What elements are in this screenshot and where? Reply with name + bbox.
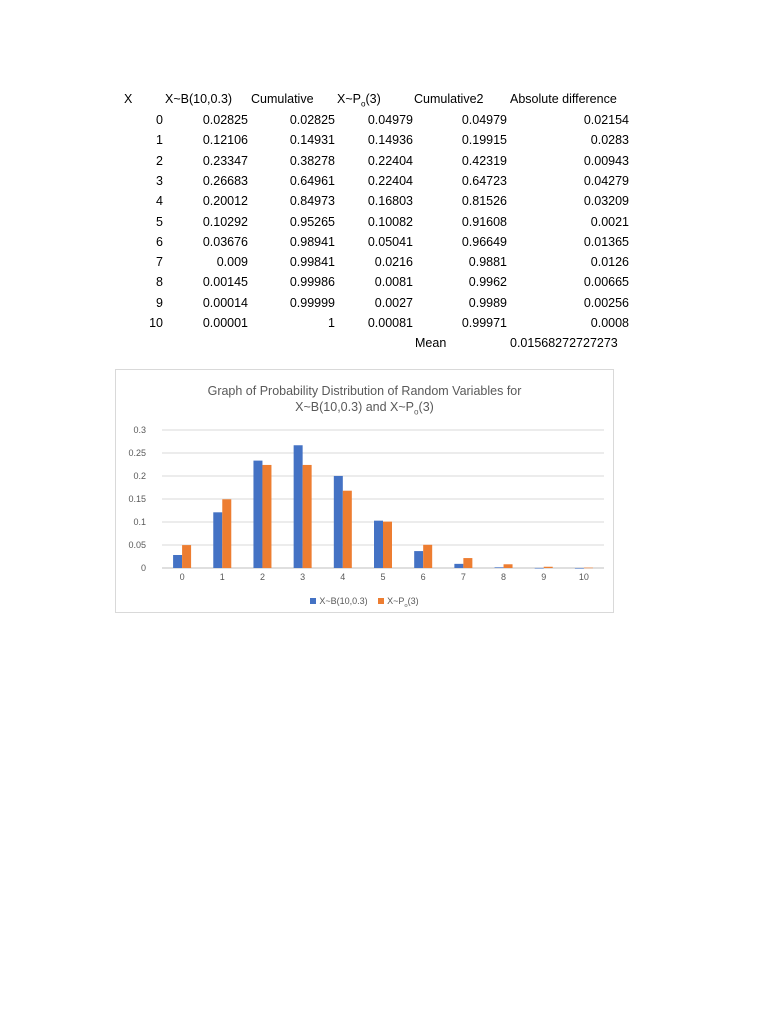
table-cell: 0.01365: [583, 234, 629, 249]
header-binomial: X~B(10,0.3): [165, 92, 233, 106]
bar-poisson: [303, 465, 312, 568]
table-cell: 0.22404: [367, 173, 413, 188]
legend-swatch-poisson: [378, 598, 384, 604]
mean-value: 0.01568272727273: [510, 336, 618, 350]
table-cell: 0.03676: [202, 234, 248, 249]
legend-item-poisson: $X\sim P_o(3)$: [378, 596, 419, 606]
bar-binomial: [454, 564, 463, 568]
table-cell: 0.0081: [374, 275, 413, 290]
bar-poisson: [262, 465, 271, 568]
table-cell: 9: [156, 295, 163, 310]
table-cell: 0.99986: [289, 275, 335, 290]
table-cell: 0.99971: [461, 316, 507, 330]
table-cell: 0.04979: [367, 113, 413, 127]
legend-item-binomial: X~B(10,0.3): [310, 596, 367, 606]
table-cell: 0.14931: [289, 133, 335, 148]
bar-chart-plot: [116, 370, 615, 614]
table-cell: 8: [156, 275, 163, 290]
bar-poisson: [544, 567, 553, 568]
table-cell: 0.02154: [583, 113, 629, 127]
y-tick-label: 0.15: [128, 494, 146, 504]
bar-binomial: [374, 521, 383, 568]
x-tick-label: 3: [300, 572, 306, 582]
legend-swatch-binomial: [310, 598, 316, 604]
table-cell: 0.10292: [202, 214, 248, 229]
table-cell: 0.0283: [590, 133, 629, 148]
header-poisson: $X\sim P_o(3)$: [337, 92, 381, 109]
x-tick-label: 7: [460, 572, 466, 582]
table-cell: 0.00001: [202, 316, 248, 330]
table-cell: 0.00014: [202, 295, 248, 310]
x-tick-label: 8: [501, 572, 507, 582]
table-cell: 0.84973: [289, 194, 335, 209]
table-cell: 0.9962: [468, 275, 507, 290]
chart-title-line2: X~B(10,0.3) and $X\sim P_o(3)$: [295, 400, 434, 417]
data-table: [0, 0, 768, 360]
table-cell: 6: [156, 234, 163, 249]
bar-poisson: [182, 545, 191, 568]
table-cell: 0.02825: [202, 113, 248, 127]
bar-poisson: [343, 491, 352, 568]
bar-poisson: [222, 499, 231, 568]
table-cell: 0.14936: [367, 133, 413, 148]
table-cell: 0: [156, 113, 163, 127]
table-cell: 0.04279: [583, 173, 629, 188]
bar-binomial: [575, 568, 584, 569]
table-cell: 0.64961: [289, 173, 335, 188]
x-tick-label: 1: [219, 572, 225, 582]
y-tick-label: 0: [140, 563, 146, 573]
x-tick-label: 0: [179, 572, 185, 582]
table-cell: 0.0126: [590, 255, 629, 270]
table-cell: 0.91608: [461, 214, 507, 229]
chart-legend: [116, 596, 613, 609]
y-tick-label: 0.2: [133, 471, 146, 481]
table-cell: 3: [156, 173, 163, 188]
bar-poisson: [383, 522, 392, 568]
table-cell: 0.00256: [583, 295, 629, 310]
table-cell: 0.05041: [367, 234, 413, 249]
table-cell: 0.98941: [289, 234, 335, 249]
bar-binomial: [495, 567, 504, 568]
y-tick-label: 0.1: [133, 517, 146, 527]
x-tick-label: 6: [420, 572, 426, 582]
table-cell: 0.12106: [202, 133, 248, 148]
header-absolute-difference: Absolute difference: [510, 92, 617, 106]
table-cell: 0.26683: [202, 173, 248, 188]
table-cell: 0.0027: [374, 295, 413, 310]
table-cell: 10: [149, 316, 163, 330]
table-cell: 0.0021: [590, 214, 629, 229]
table-cell: 5: [156, 214, 163, 229]
bar-poisson: [463, 558, 472, 568]
table-cell: 1: [156, 133, 163, 148]
table-cell: 0.96649: [461, 234, 507, 249]
header-x: X: [124, 92, 133, 106]
table-cell: 0.38278: [289, 153, 335, 168]
table-cell: 0.0008: [590, 316, 629, 330]
table-cell: 0.95265: [289, 214, 335, 229]
table-cell: 0.23347: [202, 153, 248, 168]
bar-poisson: [584, 568, 593, 569]
x-tick-label: 4: [340, 572, 346, 582]
table-cell: 0.02825: [289, 113, 335, 127]
table-cell: 4: [156, 194, 163, 209]
x-tick-label: 2: [259, 572, 265, 582]
table-cell: 0.00665: [583, 275, 629, 290]
x-tick-label: 10: [578, 572, 589, 582]
table-cell: 0.009: [216, 255, 248, 270]
bar-poisson: [423, 545, 432, 568]
bar-binomial: [173, 555, 182, 568]
table-cell: 0.42319: [461, 153, 507, 168]
table-cell: 0.99999: [289, 295, 335, 310]
table-cell: 0.00081: [367, 316, 413, 330]
table-cell: 1: [328, 316, 335, 330]
table-cell: 0.16803: [367, 194, 413, 209]
table-cell: 0.99841: [289, 255, 335, 270]
table-cell: 0.04979: [461, 113, 507, 127]
table-cell: 0.00145: [202, 275, 248, 290]
bar-binomial: [213, 512, 222, 568]
table-cell: 0.19915: [461, 133, 507, 148]
bar-poisson: [504, 564, 513, 568]
bar-binomial: [294, 445, 303, 568]
table-cell: 0.9881: [468, 255, 507, 270]
table-cell: 0.20012: [202, 194, 248, 209]
table-cell: 0.64723: [461, 173, 507, 188]
bar-binomial: [414, 551, 423, 568]
y-tick-label: 0.25: [128, 448, 146, 458]
bar-binomial: [253, 461, 262, 568]
table-cell: 2: [156, 153, 163, 168]
table-cell: 0.03209: [583, 194, 629, 209]
table-cell: 0.22404: [367, 153, 413, 168]
table-cell: 0.00943: [583, 153, 629, 168]
table-cell: 0.0216: [374, 255, 413, 270]
mean-label: Mean: [415, 336, 447, 350]
chart-title-line1: Graph of Probability Distribution of Random Variables for: [207, 384, 522, 398]
bar-binomial: [535, 568, 544, 569]
header-cumulative2: Cumulative2: [414, 92, 484, 106]
table-cell: 0.10082: [367, 214, 413, 229]
y-tick-label: 0.05: [128, 540, 146, 550]
header-cumulative: Cumulative: [251, 92, 314, 106]
bar-binomial: [334, 476, 343, 568]
y-tick-label: 0.3: [133, 425, 146, 435]
table-cell: 0.9989: [468, 295, 507, 310]
table-cell: 0.81526: [461, 194, 507, 209]
chart-area[interactable]: [115, 369, 614, 613]
x-tick-label: 9: [541, 572, 547, 582]
table-cell: 7: [156, 255, 163, 270]
x-tick-label: 5: [380, 572, 386, 582]
